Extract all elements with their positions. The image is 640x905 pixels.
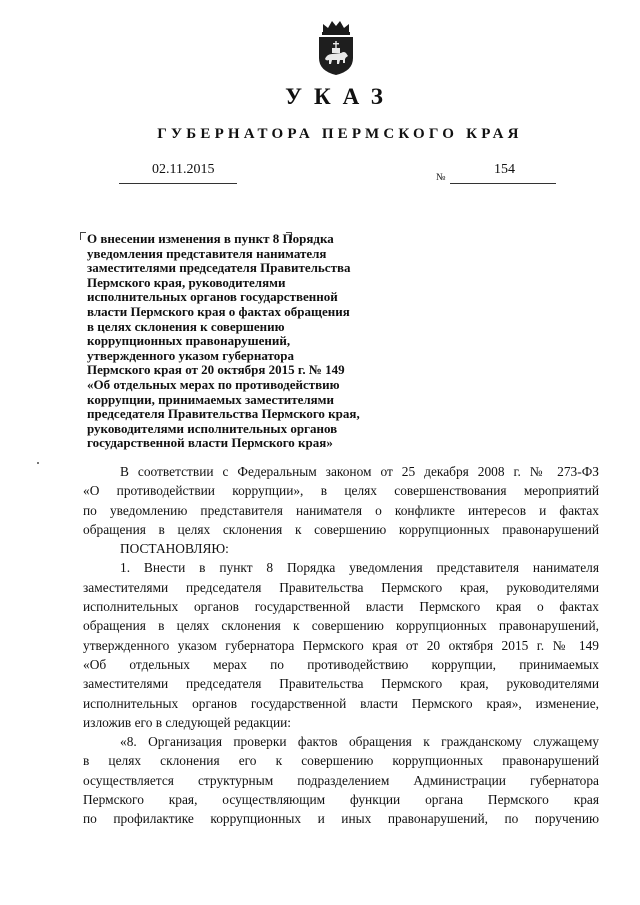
heading-line: заместителями председателя Правительства (87, 260, 351, 276)
body-line: Пермского края, осуществляющим функции органа Пермского края (83, 792, 599, 808)
document-number: 154 (494, 162, 515, 177)
body-line: по уведомлению представителя нанимателя о конфликте интересов и фактах (83, 502, 599, 518)
heading-line: коррупции, принимаемых заместителями (87, 391, 335, 407)
date-underline (119, 183, 237, 184)
body-line: по профилактике коррупционных и иных правонарушений, по поручению (83, 811, 599, 827)
document-date: 02.11.2015 (152, 162, 215, 177)
body-line: исполнительных органов государственной власти Пермского края о фактах (83, 599, 599, 615)
heading-line: в целях склонения к совершению (87, 318, 285, 334)
scan-speck (37, 462, 39, 464)
document-body (83, 462, 599, 829)
heading-line: председателя Правительства Пермского края, (87, 406, 360, 422)
heading-line: Пермского края от 20 октября 2015 г. № 149 (87, 362, 345, 378)
body-line: изложив его в следующей редакции: (83, 714, 292, 730)
body-line: исполнительных органов государственной власти Пермского края», изменение, (83, 695, 599, 711)
body-line: обращения в целях склонения к совершению коррупционных правонарушений, (83, 618, 599, 634)
coat-of-arms-emblem (315, 18, 357, 76)
heading-line: «Об отдельных мерах по противодействию (87, 376, 340, 392)
heading-line: О внесении изменения в пункт 8 Порядка (87, 231, 334, 246)
number-label: № (436, 172, 446, 183)
heading-corner-mark-left (80, 232, 86, 240)
heading-line: власти Пермского края о фактах обращения (87, 303, 350, 319)
body-line: 1. Внести в пункт 8 Порядка уведомления представителя нанимателя (120, 560, 599, 576)
body-line: «Об отдельных мерах по противодействию коррупции, принимаемых (83, 656, 599, 672)
heading-line: государственной власти Пермского края» (87, 435, 333, 451)
heading-line: утвержденного указом губернатора (87, 347, 294, 363)
heading-line: исполнительных органов государственной (87, 289, 338, 305)
body-line: осуществляется структурным подразделением Администрации губернатора (83, 772, 599, 788)
body-line: «О противодействии коррупции», в целях совершенствования мероприятий (83, 483, 599, 499)
body-line: В соответствии с Федеральным законом от 25 декабря 2008 г. № 273-ФЗ (120, 464, 599, 479)
body-line: «8. Организация проверки фактов обращения к гражданскому служащему (120, 734, 599, 750)
body-line: обращения в целях склонения к совершению коррупционных правонарушений (83, 521, 599, 537)
resolution-word: ПОСТАНОВЛЯЮ: (120, 541, 229, 557)
body-line: утвержденного указом губернатора Пермского края от 20 октября 2015 г. № 149 (83, 637, 599, 653)
body-line: заместителями председателя Правительства Пермского края, руководителями (83, 579, 599, 595)
heading-line: коррупционных правонарушений, (87, 333, 291, 349)
body-line: в целях склонения его к совершению коррупционных правонарушений (83, 753, 599, 769)
document-type-title: УКАЗ (285, 84, 395, 109)
issuing-authority-title: ГУБЕРНАТОРА ПЕРМСКОГО КРАЯ (157, 126, 523, 142)
heading-line: Пермского края, руководителями (87, 274, 286, 290)
heading-line: уведомления представителя нанимателя (87, 245, 327, 261)
document-heading (87, 232, 417, 451)
number-underline (450, 183, 556, 184)
heading-line: руководителями исполнительных органов (87, 420, 338, 436)
body-line: заместителями председателя Правительства Пермского края, руководителями (83, 676, 599, 692)
